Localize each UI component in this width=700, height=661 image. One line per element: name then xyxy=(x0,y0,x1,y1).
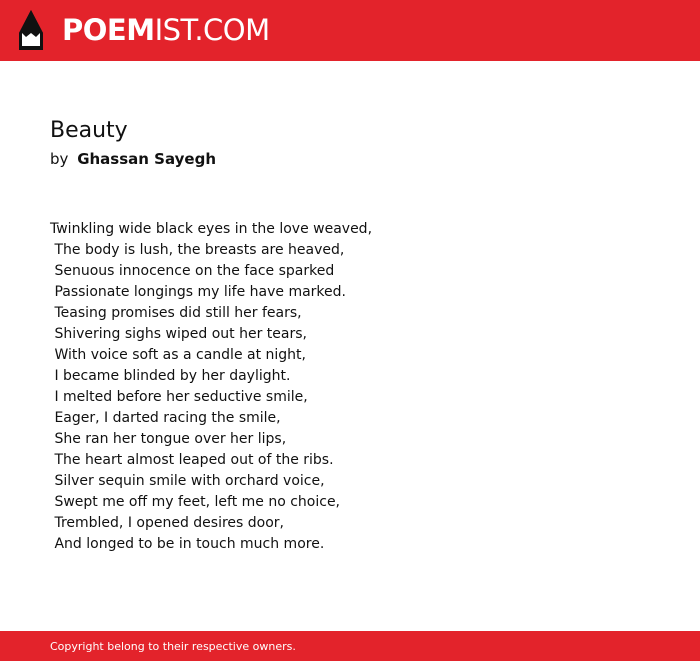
poem-line: Twinkling wide black eyes in the love weaved, xyxy=(50,221,373,237)
logo-text-light: IST.COM xyxy=(154,13,270,47)
pencil-icon[interactable] xyxy=(18,9,44,51)
site-header xyxy=(0,0,700,61)
poem-line: I melted before her seductive smile, xyxy=(50,389,308,405)
poem-title: Beauty xyxy=(50,118,128,143)
copyright-text: Copyright belong to their respective owners. xyxy=(50,640,296,653)
logo-text-bold: POEM xyxy=(62,13,155,47)
poem-line: The body is lush, the breasts are heaved, xyxy=(50,242,345,258)
poem-author: Ghassan Sayegh xyxy=(77,150,217,168)
poem-line: Silver sequin smile with orchard voice, xyxy=(50,473,325,489)
site-footer xyxy=(0,631,700,661)
poem-line: Teasing promises did still her fears, xyxy=(50,305,302,321)
poem-body xyxy=(50,219,372,555)
poem-line: Swept me off my feet, left me no choice, xyxy=(50,494,341,510)
by-label: by xyxy=(50,150,69,168)
poem-byline xyxy=(50,149,216,169)
poem-line: With voice soft as a candle at night, xyxy=(50,347,306,363)
poem-line: Senuous innocence on the face sparked xyxy=(50,263,335,279)
poem-line: The heart almost leaped out of the ribs. xyxy=(50,452,334,468)
poem-line: Passionate longings my life have marked. xyxy=(50,284,346,300)
poem-line: And longed to be in touch much more. xyxy=(50,536,325,552)
poem-line: Trembled, I opened desires door, xyxy=(50,515,285,531)
poem-line: She ran her tongue over her lips, xyxy=(50,431,287,447)
poem-line: I became blinded by her daylight. xyxy=(50,368,291,384)
poem-line: Eager, I darted racing the smile, xyxy=(50,410,281,426)
poem-line: Shivering sighs wiped out her tears, xyxy=(50,326,307,342)
site-logo[interactable] xyxy=(62,12,270,48)
